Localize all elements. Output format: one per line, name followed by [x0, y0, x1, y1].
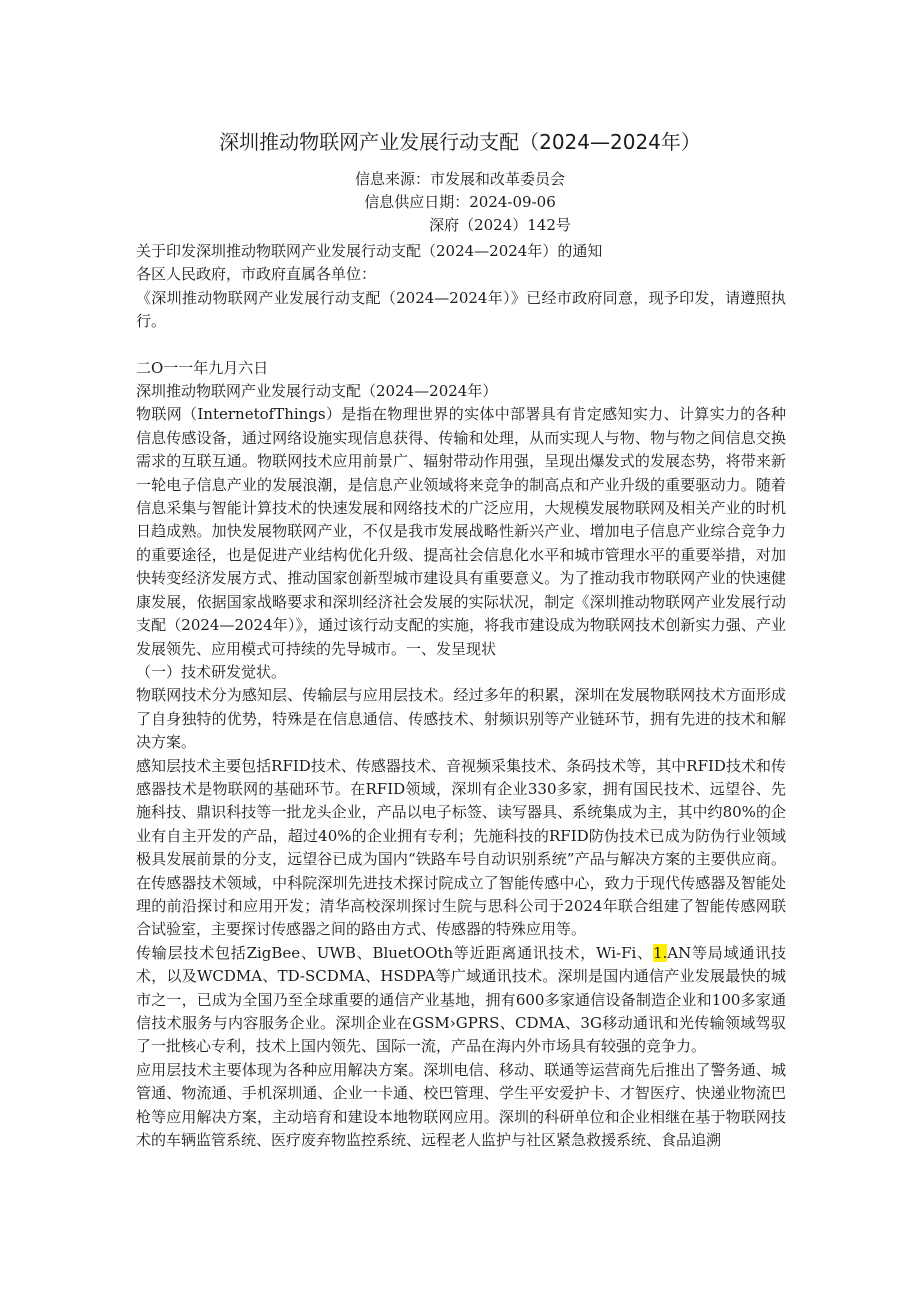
notice-heading: 关于印发深圳推动物联网产业发展行动支配（2024—2024年）的通知	[136, 242, 603, 260]
document-body	[136, 240, 786, 1152]
document-number: 深府（2024）142号	[429, 216, 571, 234]
transport-layer-paragraph	[136, 942, 786, 1059]
transport-text-a: 传输层技术包括ZigBee、UWB、BluetOOth等近距离通讯技术，Wi-Fi、	[136, 943, 653, 962]
addressee: 各区人民政府，市政府直属各单位：	[136, 265, 377, 284]
info-date: 信息供应日期：2024-09-06	[364, 193, 556, 211]
section-heading: （一）技术研发觉状。	[136, 662, 287, 681]
highlighted-text: 1.	[652, 943, 668, 962]
application-layer-paragraph: 应用层技术主要体现为各种应用解决方案。深圳电信、移动、联通等运营商先后推出了警务通、城管通、物流通、手机深圳通、企业一卡通、校巴管理、学生平安爱护卡、才智医疗、快递业物流巴枪等应用解决方案，主动培育和建设本地物联网应用。深圳的科研单位和企业相继在基于物联网技术的车辆监管系统、医疗废弃物监控系统、远程老人监护与社区紧急救援系统、食品追溯	[136, 1060, 786, 1150]
spacer	[136, 334, 786, 357]
intro-paragraph: 物联网（InternetofThings）是指在物理世界的实体中部署具有肯定感知实力、计算实力的各种信息传感设备，通过网络设施实现信息获得、传输和处理，从而实现人与物、物与物之间信息交换需求的互联互通。物联网技术应用前景广、辐射带动作用强，呈现出爆发式的发展态势，将带来新一轮电子信息产业的发展浪潮，是信息产业领域将来竞争的制高点和产业升级的重要驱动力。随着信息采集与智能计算技术的快速发展和网络技术的广泛应用，大规模发展物联网及相关产业的时机日趋成熟。加快发展物联网产业，不仅是我市发展战略性新兴产业、增加电子信息产业综合竞争力的重要途径，也是促进产业结构优化升级、提高社会信息化水平和城市管理水平的重要举措，对加快转变经济发展方式、推动国家创新型城市建设具有重要意义。为了推动我市物联网产业的快速健康发展，依据国家战略要求和深圳经济社会发展的实际状况，制定《深圳推动物联网产业发展行动支配（2024—2024年）》，通过该行动支配的实施，将我市建设成为物联网技术创新实力强、产业发展领先、应用模式可持续的先导城市。一、发呈现状	[136, 405, 786, 658]
plan-title: 深圳推动物联网产业发展行动支配（2024—2024年）	[136, 382, 498, 401]
info-source: 信息来源：市发展和改革委员会	[354, 170, 565, 188]
tech-overview-paragraph: 物联网技术分为感知层、传输层与应用层技术。经过多年的积累，深圳在发展物联网技术方面形成了自身独特的优势，特殊是在信息通信、传感技术、射频识别等产业链环节，拥有先进的技术和解决方案。	[136, 686, 786, 752]
document-title: 深圳推动物联网产业发展行动支配（2024—2024年）	[219, 130, 701, 154]
transport-text-b: AN等局域通讯技术，以及WCDMA、TD-SCDMA、HSDPA等广域通讯技术。深圳是国内通信产业发展最快的城市之一，已成为全国乃至全球重要的通信产业基地，拥有600多家通信设备制造企业和100多家通信技术服务与内容服务企业。深圳企业在GSM›GPRS、CDMA、3G移动通讯和光传输领域驾驭了一批核心专利，技术上国内领先、国际一流，产品在海内外市场具有较强的竞争力。	[136, 943, 786, 1056]
notice-text: 《深圳推动物联网产业发展行动支配（2024—2024年）》已经市政府同意，现予印发，请遵照执行。	[136, 288, 786, 331]
perception-layer-paragraph: 感知层技术主要包括RFID技术、传感器技术、音视频采集技术、条码技术等，其中RFID技术和传感器技术是物联网的基础环节。在RFID领域，深圳有企业330多家，拥有国民技术、远望谷、先施科技、鼎识科技等一批龙头企业，产品以电子标签、读写器具、系统集成为主，其中约80%的企业有自主开发的产品，超过40%的企业拥有专利；先施科技的RFID防伪技术已成为防伪行业领域极具发展前景的分支，远望谷已成为国内“铁路车号自动识别系统”产品与解决方案的主要供应商。在传感器技术领域，中科院深圳先进技术探讨院成立了智能传感中心，致力于现代传感器及智能处理的前沿探讨和应用开发；清华高校深圳探讨生院与思科公司于2024年联合组建了智能传感网联合试验室，主要探讨传感器之间的路由方式、传感器的特殊应用等。	[136, 756, 786, 939]
notice-date: 二O一一年九月六日	[136, 358, 269, 377]
